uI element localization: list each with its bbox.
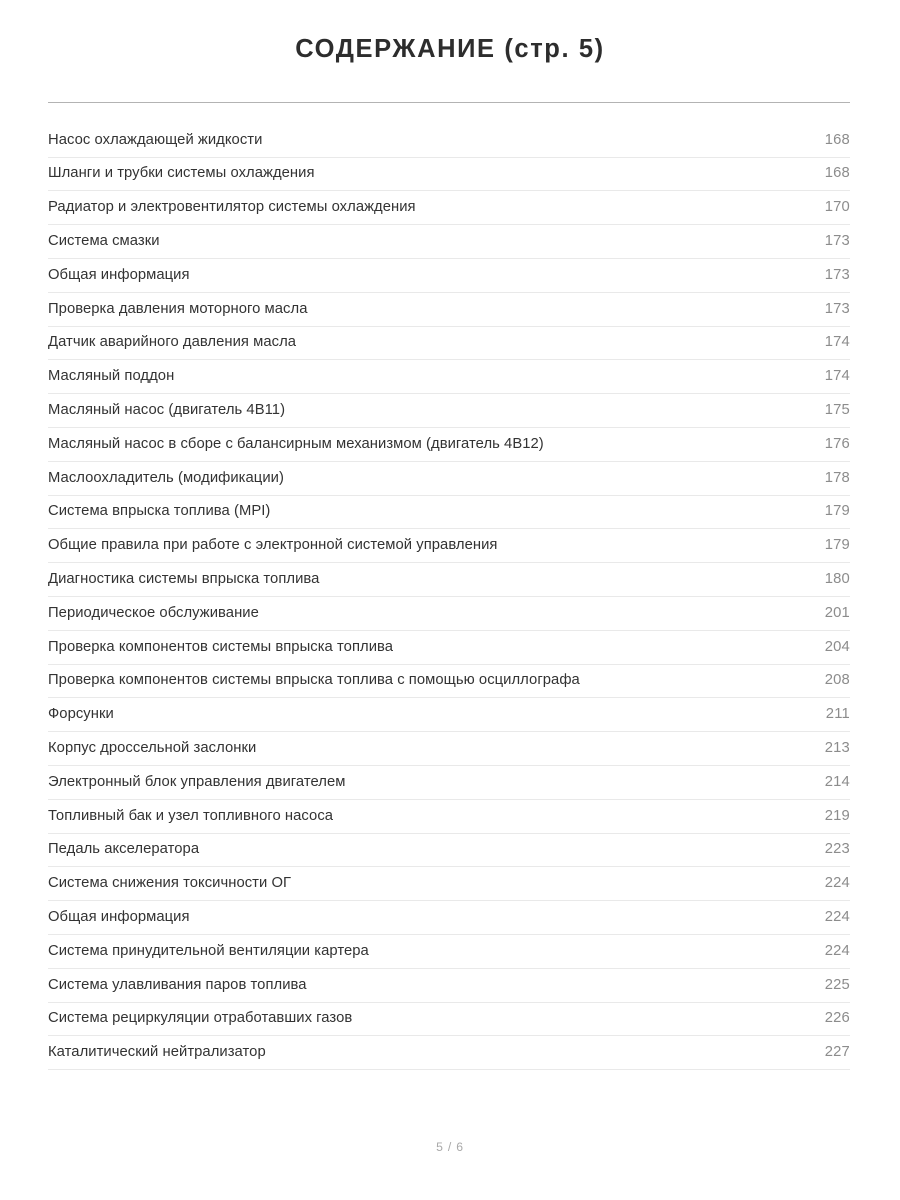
toc-entry-page-number: 179: [824, 537, 850, 554]
toc-entry-page-number: 214: [824, 773, 850, 790]
toc-entry-title: Маслоохладитель (модификации): [48, 469, 284, 486]
toc-entry-page-number: 223: [824, 841, 850, 858]
toc-entry-page-number: 224: [824, 875, 850, 892]
toc-entry-row[interactable]: [48, 867, 850, 901]
toc-entry-row[interactable]: [48, 800, 850, 834]
toc-entry-row[interactable]: [48, 496, 850, 530]
toc-entry-page-number: 208: [824, 672, 850, 689]
toc-entry-row[interactable]: [48, 327, 850, 361]
toc-entry-title: Форсунки: [48, 706, 114, 723]
page-indicator: 5 / 6: [436, 1140, 464, 1154]
toc-entry-page-number: 224: [824, 942, 850, 959]
toc-entry-row[interactable]: [48, 732, 850, 766]
toc-entry-title: Система впрыска топлива (MPI): [48, 503, 271, 520]
toc-entry-page-number: 173: [824, 266, 850, 283]
toc-entry-row[interactable]: [48, 225, 850, 259]
toc-entry-page-number: 168: [824, 165, 850, 182]
toc-entry-row[interactable]: [48, 834, 850, 868]
toc-entry-row[interactable]: [48, 462, 850, 496]
toc-entry-title: Система рециркуляции отработавших газов: [48, 1010, 353, 1027]
toc-entry-title: Шланги и трубки системы охлаждения: [48, 165, 315, 182]
toc-footer: [0, 1138, 900, 1156]
toc-entry-title: Система улавливания паров топлива: [48, 976, 307, 993]
toc-entry-page-number: 173: [824, 233, 850, 250]
toc-entry-page-number: 179: [824, 503, 850, 520]
toc-entry-page-number: 180: [824, 571, 850, 588]
toc-entry-row[interactable]: [48, 665, 850, 699]
toc-entry-title: Каталитический нейтрализатор: [48, 1044, 266, 1061]
toc-entry-title: Диагностика системы впрыска топлива: [48, 571, 320, 588]
toc-entry-row[interactable]: [48, 935, 850, 969]
toc-entry-row[interactable]: [48, 293, 850, 327]
toc-entry-row[interactable]: [48, 124, 850, 158]
toc-entry-title: Система принудительной вентиляции картера: [48, 942, 369, 959]
toc-entry-title: Топливный бак и узел топливного насоса: [48, 807, 334, 824]
toc-entry-page-number: 168: [824, 131, 850, 148]
toc-entry-title: Общая информация: [48, 908, 190, 925]
toc-entry-title: Масляный насос (двигатель 4B11): [48, 402, 286, 419]
toc-entry-page-number: 211: [825, 706, 850, 723]
toc-entry-page-number: 224: [824, 908, 850, 925]
toc-entry-row[interactable]: [48, 158, 850, 192]
toc-entry-title: Периодическое обслуживание: [48, 604, 259, 621]
toc-entry-title: Проверка компонентов системы впрыска топлива с помощью осциллографа: [48, 672, 580, 689]
toc-entry-page-number: 213: [824, 740, 850, 756]
toc-entry-title: Система снижения токсичности ОГ: [48, 875, 292, 892]
page-title: СОДЕРЖАНИЕ (стр. 5): [295, 35, 605, 63]
toc-entry-title: Общие правила при работе с электронной системой управления: [48, 537, 498, 554]
toc-entry-row[interactable]: [48, 259, 850, 293]
toc-entry-page-number: 204: [824, 638, 850, 655]
toc-header: [0, 0, 900, 103]
toc-entry-title: Радиатор и электровентилятор системы охлаждения: [48, 199, 416, 216]
toc-entry-row[interactable]: [48, 1003, 850, 1037]
toc-entry-title: Датчик аварийного давления масла: [48, 334, 297, 351]
title-divider: [48, 102, 850, 103]
toc-entry-row[interactable]: [48, 394, 850, 428]
toc-entry-row[interactable]: [48, 563, 850, 597]
toc-entry-row[interactable]: [48, 1036, 850, 1070]
toc-entry-page-number: 227: [824, 1044, 850, 1061]
toc-entry-page-number: 170: [824, 199, 850, 216]
toc-entry-title: Проверка давления моторного масла: [48, 300, 308, 317]
toc-entry-page-number: 174: [824, 368, 850, 385]
toc-entry-row[interactable]: [48, 597, 850, 631]
toc-entry-row[interactable]: [48, 766, 850, 800]
toc-entry-page-number: 225: [824, 976, 850, 993]
toc-entry-title: Насос охлаждающей жидкости: [48, 131, 263, 148]
toc-list: [48, 124, 850, 1070]
toc-entry-title: Проверка компонентов системы впрыска топлива: [48, 638, 394, 655]
toc-entry-title: Система смазки: [48, 233, 160, 250]
toc-entry-row[interactable]: [48, 631, 850, 665]
toc-entry-page-number: 219: [824, 807, 850, 824]
toc-body: [48, 124, 850, 1070]
toc-entry-title: Корпус дроссельной заслонки: [48, 740, 257, 756]
toc-entry-title: Масляный насос в сборе с балансирным механизмом (двигатель 4B12): [48, 435, 544, 452]
toc-entry-row[interactable]: [48, 191, 850, 225]
toc-entry-page-number: 176: [824, 435, 850, 452]
toc-entry-row[interactable]: [48, 698, 850, 732]
toc-entry-row[interactable]: [48, 969, 850, 1003]
toc-entry-page-number: 173: [824, 300, 850, 317]
toc-entry-row[interactable]: [48, 529, 850, 563]
toc-entry-row[interactable]: [48, 428, 850, 462]
toc-entry-row[interactable]: [48, 360, 850, 394]
toc-entry-row[interactable]: [48, 901, 850, 935]
toc-entry-title: Масляный поддон: [48, 368, 175, 385]
toc-entry-title: Общая информация: [48, 266, 190, 283]
toc-entry-title: Педаль акселератора: [48, 841, 200, 858]
toc-entry-page-number: 201: [824, 604, 850, 621]
toc-entry-page-number: 174: [824, 334, 850, 351]
toc-entry-page-number: 175: [824, 402, 850, 419]
toc-entry-title: Электронный блок управления двигателем: [48, 773, 346, 790]
toc-entry-page-number: 178: [824, 469, 850, 486]
toc-entry-page-number: 226: [824, 1010, 850, 1027]
